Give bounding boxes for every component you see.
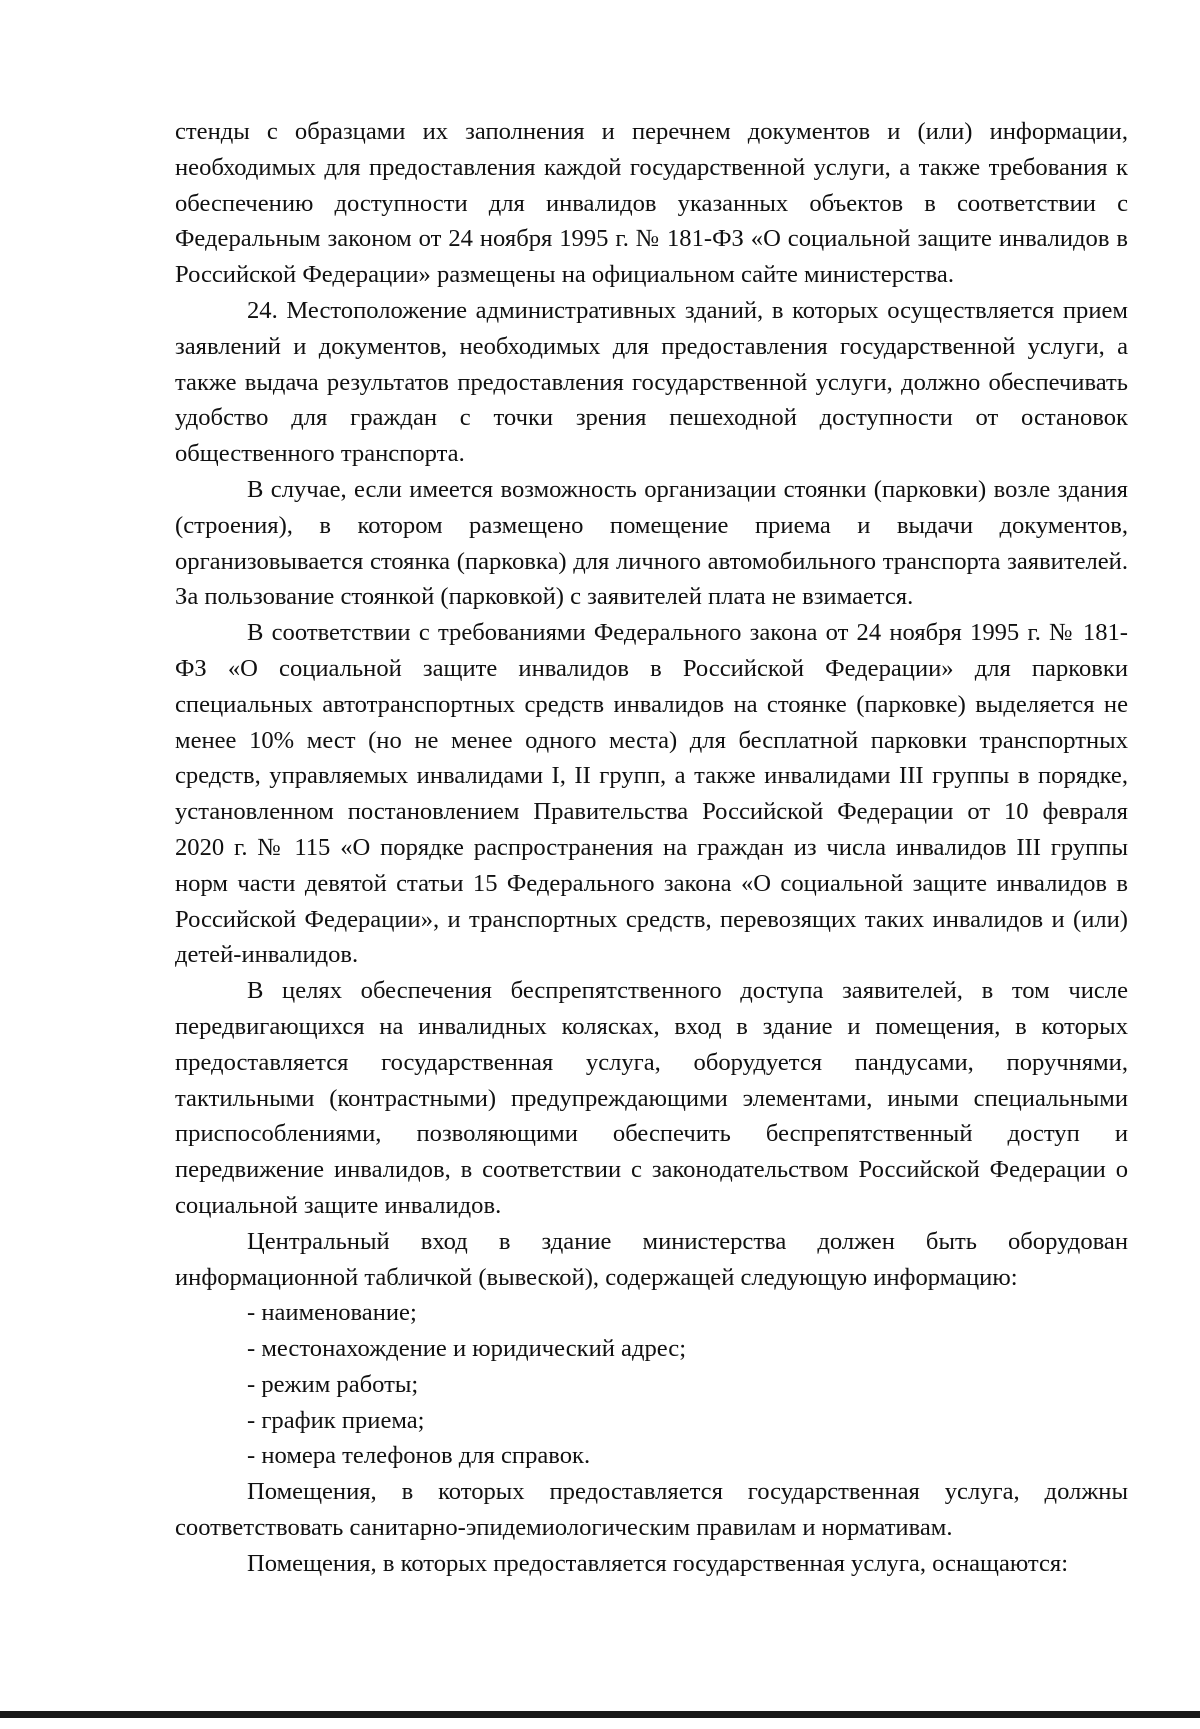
- list-item-address: - местонахождение и юридический адрес;: [247, 1335, 687, 1363]
- paragraph-accessibility: В целях обеспечения беспрепятственного доступа заявителей, в том числе передвигающихся на инвалидных колясках, вход в здание и помещения, в которых предоставляется государственная услуга, оборудуется пандусами, поручнями, тактильными (контрастными) предупреждающими элементами, иными специальными приспособлениями, позволяющими обеспечить беспрепятственный доступ и передвижение инвалидов, в соответствии с законодательством Российской Федерации о социальной защите инвалидов.: [175, 977, 1128, 1219]
- paragraph-signboard: Центральный вход в здание министерства должен быть оборудован информационной табличкой (вывеской), содержащей следующую информацию:: [175, 1227, 1128, 1291]
- list-item-reception-schedule: - график приема;: [247, 1406, 425, 1434]
- list-item-phone-numbers: - номера телефонов для справок.: [247, 1442, 591, 1470]
- paragraph-parking: В случае, если имеется возможность организации стоянки (парковки) возле здания (строения), в котором размещено помещение приема и выдачи документов, организовывается стоянка (парковка) для личного автомобильного транспорта заявителей. За пользование стоянкой (парковкой) с заявителей плата не взимается.: [175, 475, 1128, 611]
- paragraph-sanitary: Помещения, в которых предоставляется государственная услуга, должны соответствовать санитарно-эпидемиологическим правилам и нормативам.: [175, 1478, 1128, 1542]
- list-item-work-hours: - режим работы;: [247, 1370, 419, 1398]
- paragraph-24-location: 24. Местоположение административных зданий, в которых осуществляется прием заявлений и документов, необходимых для предоставления государственной услуги, а также выдача результатов предоставления государственной услуги, должно обеспечивать удобство для граждан с точки зрения пешеходной доступности от остановок общественного транспорта.: [175, 296, 1128, 468]
- list-item-name: - наименование;: [247, 1299, 417, 1327]
- paragraph-stands: стенды с образцами их заполнения и перечнем документов и (или) информации, необходимых для предоставления каждой государственной услуги, а также требования к обеспечению доступности для инвалидов указанных объектов в соответствии с Федеральным законом от 24 ноября 1995 г. № 181-ФЗ «О социальной защите инвалидов в Российской Федерации» размещены на официальном сайте министерства.: [175, 118, 1128, 289]
- paragraph-disabled-parking: В соответствии с требованиями Федерального закона от 24 ноября 1995 г. № 181-ФЗ «О социальной защите инвалидов в Российской Федерации» для парковки специальных автотранспортных средств инвалидов на стоянке (парковке) выделяется не менее 10% мест (но не менее одного места) для бесплатной парковки транспортных средств, управляемых инвалидами I, II групп, а также инвалидами III группы в порядке, установленном постановлением Правительства Российской Федерации от 10 февраля 2020 г. № 115 «О порядке распространения на граждан из числа инвалидов III группы норм части девятой статьи 15 Федерального закона «О социальной защите инвалидов в Российской Федерации», и транспортных средств, перевозящих таких инвалидов и (или) детей-инвалидов.: [175, 619, 1128, 969]
- paragraph-equipment: Помещения, в которых предоставляется государственная услуга, оснащаются:: [247, 1549, 1069, 1577]
- document-body: [175, 114, 1128, 1582]
- page-bottom-border: [0, 1711, 1200, 1718]
